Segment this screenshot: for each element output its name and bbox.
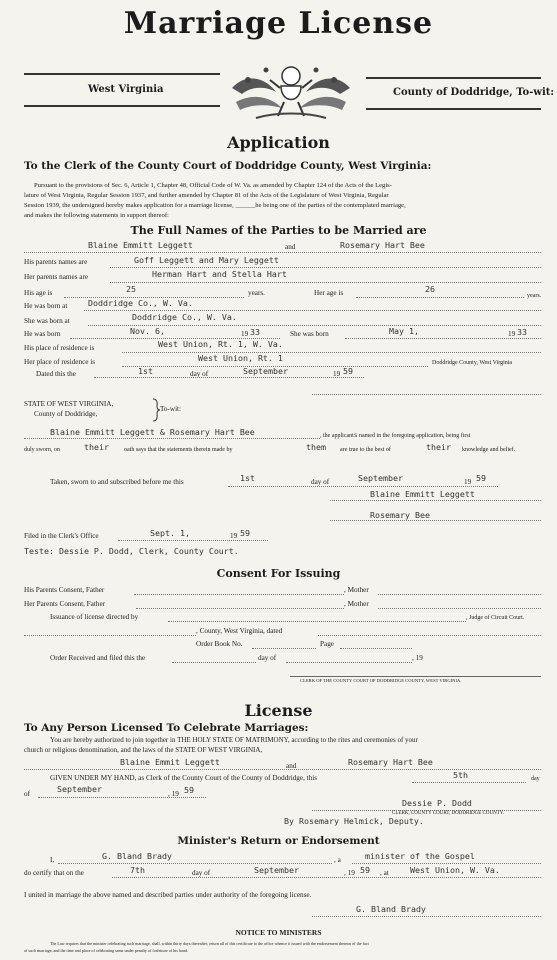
her-parents-value: Herman Hart and Stella Hart [152, 269, 287, 279]
her-age-years: years. [527, 293, 542, 299]
order-received-day-of: day of [258, 654, 277, 662]
signer-1-line [330, 500, 541, 501]
authorized-line-1: You are hereby authorized to join together in THE HOLY STATE OF MATRIMONY, according to the rites and ceremonies of your [50, 736, 418, 744]
filed-year: 59 [240, 528, 250, 538]
to-any-person-heading: To Any Person Licensed To Celebrate Marriages: [24, 722, 309, 734]
signer-2-line [330, 520, 541, 521]
intro-line-2: lature of West Virginia, Regular Session 1937, and further amended by Chapter 81 of the Acts of the Legislature of West Virginia, Regular [24, 192, 389, 199]
his-residence-line [122, 352, 541, 353]
state-label: West Virginia [88, 84, 164, 95]
notice-heading: NOTICE TO MINISTERS [235, 928, 322, 937]
clerk-signature-line [290, 676, 541, 677]
he-born-value: Nov. 6, [130, 326, 165, 336]
given-month-line [38, 797, 206, 798]
knowledge-text: knowledge and belief. [462, 447, 516, 453]
teste-line: Teste: Dessie P. Dodd, Clerk, County Court. [24, 546, 239, 556]
her-parents-line [110, 282, 541, 283]
filed-year-prefix: 19 [230, 532, 238, 540]
dated-day: 1st [138, 366, 153, 376]
sworn-them: them [306, 442, 326, 452]
license-heading: License [244, 701, 313, 720]
sworn-their: their [84, 442, 109, 452]
minister-title-line [352, 863, 541, 864]
license-groom: Blaine Emmit Leggett [120, 757, 220, 767]
groom-name-value: Blaine Emmitt Leggett [88, 240, 193, 250]
minister-title: minister of the Gospel [365, 851, 475, 861]
sworn-mid: oath says that the statements therein made by [124, 447, 233, 453]
his-consent-mother: , Mother [344, 586, 369, 594]
taken-label: Taken, sworn to and subscribed before me this [50, 478, 184, 486]
she-born-year: 33 [517, 327, 527, 337]
header-rule-left-bottom [24, 105, 220, 107]
to-wit-label: To-wit: [160, 405, 182, 413]
she-born-at-label: She was born at [24, 317, 70, 325]
named-text: named in the foregoing application, being first [357, 433, 471, 439]
taken-month: September [358, 473, 403, 483]
his-consent-label: His Parents Consent, Father [24, 586, 105, 594]
she-born-year-prefix: 19 [508, 330, 516, 338]
his-parents-line [110, 267, 541, 268]
certify-month: September [254, 865, 299, 875]
he-born-at-value: Doddridge Co., W. Va. [88, 298, 193, 308]
given-month: September [57, 784, 102, 794]
certify-day-of: day of [192, 869, 211, 877]
notice-text-1: The Law requires that the minister celebrating such marriage, shall, within thirty days thereafter, return all of this certificate to the office whence it issued with the endorsement thereon of the fact [50, 941, 369, 946]
given-day: 5th [453, 770, 468, 780]
county-dated-line [318, 635, 541, 636]
oath-applicants-line [24, 438, 320, 439]
his-consent-father-line [134, 594, 344, 595]
license-bride: Rosemary Hart Bee [348, 757, 433, 767]
minister-name: G. Bland Brady [102, 851, 172, 861]
united-text: I united in marriage the above named and described parties under authority of the foregoing license. [24, 891, 312, 899]
he-born-at-label: He was born at [24, 302, 68, 310]
her-age-label: Her age is [314, 289, 344, 297]
taken-day-of: day of [311, 478, 330, 486]
she-born-value: May 1, [389, 326, 419, 336]
order-book-label: Order Book No. [196, 640, 243, 648]
minister-signature: G. Bland Brady [356, 904, 426, 914]
signer-2: Rosemary Bee [370, 510, 430, 520]
her-consent-father-line [136, 608, 344, 609]
he-born-label: He was born [24, 330, 61, 338]
dated-day-of: day of [190, 370, 209, 378]
his-age-years: years. [248, 289, 265, 297]
filed-label: Filed in the Clerk's Office [24, 532, 99, 540]
county-label: County of Doddridge, To-wit: [393, 87, 555, 98]
he-born-year-prefix: 19 [241, 330, 249, 338]
certify-place: West Union, W. Va. [410, 865, 500, 875]
license-deputy: By Rosemary Helmick, Deputy. [284, 816, 424, 826]
taken-year: 59 [476, 473, 486, 483]
state-line-1: STATE OF WEST VIRGINIA, [24, 400, 114, 408]
minister-heading: Minister's Return or Endorsement [177, 835, 380, 847]
dated-month: September [243, 366, 288, 376]
minister-signature-line [312, 916, 541, 917]
given-day-line [412, 782, 526, 783]
given-year: 59 [184, 785, 194, 795]
her-consent-label: Her Parents Consent, Father [24, 600, 106, 608]
he-born-at-line [84, 310, 541, 311]
certify-day: 7th [130, 865, 145, 875]
age-line-right [356, 297, 524, 298]
page-line [340, 648, 412, 649]
bride-name-value: Rosemary Hart Bee [340, 240, 425, 250]
certify-year: 59 [360, 865, 370, 875]
certify-at-label: , at [380, 869, 389, 877]
application-heading: Application [227, 133, 330, 152]
certify-line [112, 877, 541, 878]
county-dated-label: , County, West Virginia, dated [196, 627, 283, 635]
page-label: Page [320, 640, 334, 648]
to-clerk-heading: To the Clerk of the County Court of Doddridge County, West Virginia: [24, 160, 432, 172]
his-residence-value: West Union, Rt. 1, W. Va. [158, 339, 283, 349]
state-line-2: County of Doddridge, [34, 410, 98, 418]
given-of-label: of [24, 790, 30, 798]
names-and-label: and [285, 243, 296, 251]
taken-day: 1st [240, 473, 255, 483]
taken-line [228, 486, 498, 487]
minister-i-label: I, [50, 856, 55, 864]
signer-1: Blaine Emmitt Leggett [370, 489, 475, 499]
license-and-label: and [286, 762, 297, 770]
applicant-signature-line [312, 394, 541, 395]
her-residence-label: Her place of residence is [24, 358, 96, 366]
her-residence-value: West Union, Rt. 1 [198, 353, 283, 363]
issuance-label: Issuance of license directed by [50, 613, 139, 621]
names-line [24, 252, 541, 253]
intro-line-3: Session 1939, the undersigned hereby makes application for a marriage license, ______he being one of the parties of the contemplated marriage, [24, 202, 406, 209]
oath-applicants: Blaine Emmitt Leggett & Rosemary Hart Bee [50, 427, 255, 437]
filed-line [118, 540, 268, 541]
her-parents-label: Her parents names are [24, 273, 89, 281]
consent-heading: Consent For Issuing [216, 567, 341, 580]
oath-applicant-text [320, 432, 470, 439]
applicant-text: , the applicant [320, 433, 354, 439]
sworn-prefix: duly sworn, on [24, 447, 60, 453]
her-residence-suffix: Doddridge County, West Virginia [432, 360, 513, 366]
her-consent-mother-line [378, 608, 541, 609]
minister-a-label: , a [334, 856, 341, 864]
license-clerk-name: Dessie P. Dodd [402, 798, 472, 808]
his-age-value: 25 [126, 284, 136, 294]
header-rule-left-top [24, 73, 220, 75]
minister-name-line [58, 863, 332, 864]
taken-year-prefix: 19 [464, 478, 472, 486]
his-parents-value: Goff Leggett and Mary Leggett [134, 255, 279, 265]
his-parents-label: His parents names are [24, 258, 88, 266]
notice-text-2: of such marriage, and the time and place of celebrating same under penalty of forfeiture of his bond. [24, 948, 189, 953]
header-rule-right-top [366, 77, 541, 79]
county-name-line [24, 635, 196, 636]
certify-year-prefix: , 19 [344, 869, 355, 877]
order-received-label: Order Received and filed this the [50, 654, 146, 662]
he-born-year: 33 [250, 327, 260, 337]
dated-line [94, 377, 364, 378]
given-under-text: GIVEN UNDER MY HAND, as Clerk of the County Court of the County of Doddridge, this [50, 774, 318, 782]
bracket-icon [152, 398, 160, 422]
she-born-label: She was born [290, 330, 329, 338]
document-title: Marriage License [123, 6, 434, 41]
header-rule-right-bottom [366, 108, 541, 110]
his-residence-label: His place of residence is [24, 344, 95, 352]
given-day-label: day [531, 776, 540, 782]
authorized-line-2: church or religious denomination, and the laws of the STATE OF WEST VIRGINIA, [24, 746, 263, 754]
cherub-emblem [226, 58, 356, 124]
clerk-signature-caption: CLERK OF THE COUNTY COURT OF DODDRIDGE COUNTY, WEST VIRGINIA. [300, 678, 462, 683]
dated-label: Dated this the [36, 370, 76, 378]
filed-date: Sept. 1, [150, 528, 190, 538]
dated-year: 59 [343, 366, 353, 376]
intro-line-4: and makes the following statements in support thereof: [24, 212, 169, 219]
full-names-heading: The Full Names of the Parties to be Married are [130, 224, 427, 237]
sworn-mid2: are true to the best of [340, 447, 391, 453]
order-book-line [252, 648, 316, 649]
issuance-line [168, 621, 466, 622]
certify-label: do certify that on the [24, 869, 84, 877]
judge-label: , Judge of Circuit Court. [466, 615, 525, 621]
order-received-line [172, 662, 256, 663]
license-clerk-title: CLERK, COUNTY COURT, DODDRIDGE COUNTY. [392, 811, 504, 816]
order-received-year: , 19 [412, 654, 423, 662]
sworn-their-2: their [426, 442, 451, 452]
given-year-prefix: , 19 [168, 790, 179, 798]
she-born-at-value: Doddridge Co., W. Va. [132, 312, 237, 322]
his-consent-mother-line [378, 594, 541, 595]
dated-year-prefix: 19 [333, 370, 341, 378]
born-line-right [345, 338, 541, 339]
order-received-month-line [286, 662, 412, 663]
intro-line-1: Pursuant to the provisions of Sec. 6, Article 1, Chapter 48, Official Code of W. Va. as amended by Chapter 124 of the Acts of the Legis- [34, 182, 392, 189]
her-consent-mother: , Mother [344, 600, 369, 608]
applicant-plural: s [353, 432, 358, 439]
her-age-value: 26 [425, 284, 435, 294]
his-age-label: His age is [24, 289, 53, 297]
